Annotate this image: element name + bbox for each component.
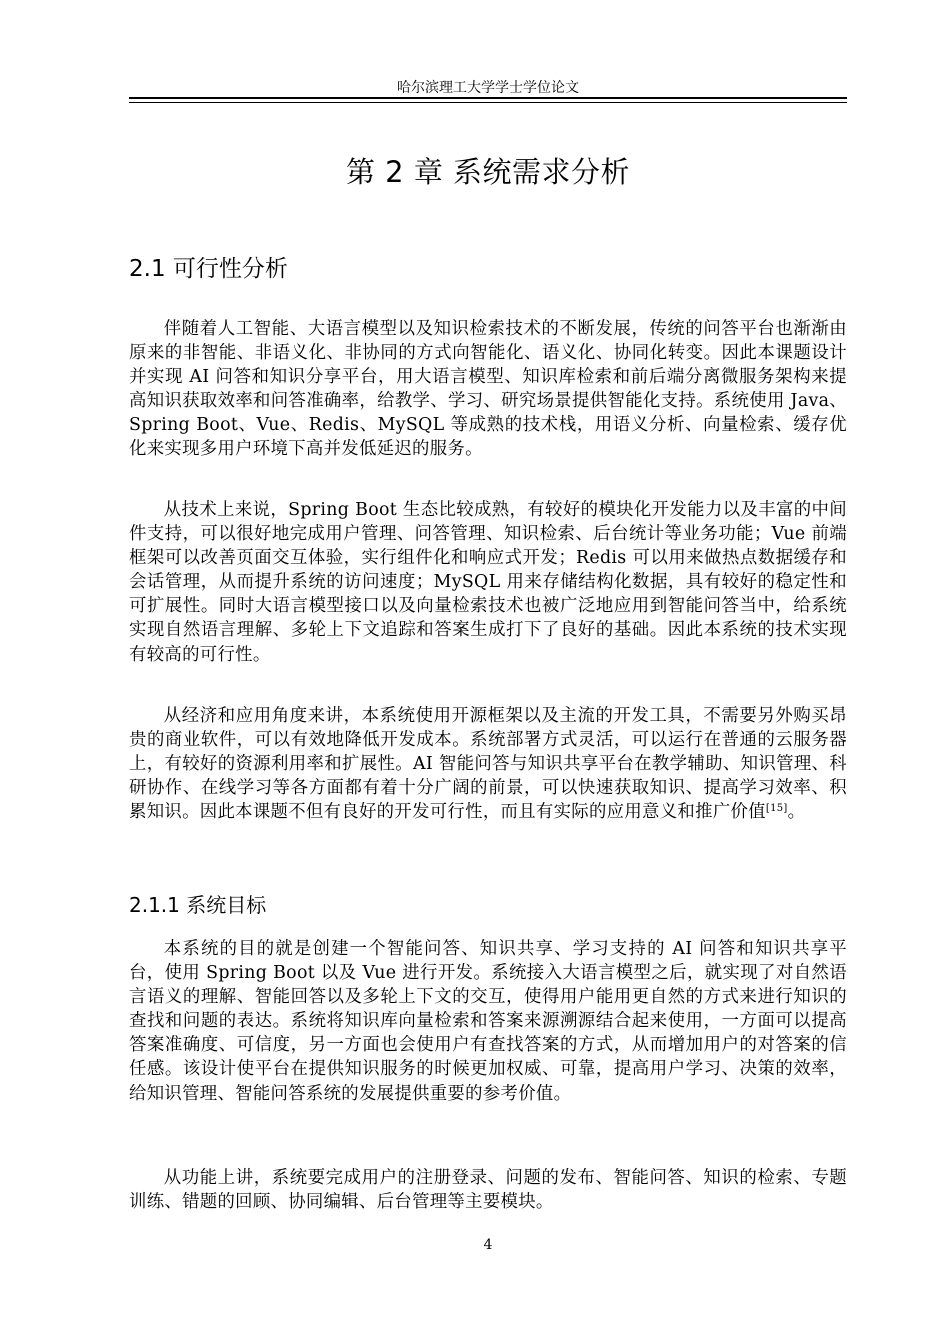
paragraph-intro: 伴随着人工智能、大语言模型以及知识检索技术的不断发展，传统的问答平台也渐渐由原来的非智能、非语义化、非协同的方式向智能化、语义化、协同化转变。因此本课题设计并实现 AI 问答和知识分享平台，用大语言模型、知识库检索和前后端分离微服务架构来提高知识获取效率和问答准确率，给教学、学习、研究场景提供智能化支持。系统使用 Java、Spring Boot、Vue、Redis、MySQL 等成熟的技术栈，用语义分析、向量检索、缓存优化来实现多用户环境下高并发低延迟的服务。 [129,319,847,460]
page-number: 4 [483,1237,493,1253]
citation-reference: [15] [765,803,788,815]
header-rule-thick [129,97,847,99]
section-title: 2.1 可行性分析 [129,256,288,282]
subsection-title: 2.1.1 系统目标 [129,893,267,917]
running-header: 哈尔滨理工大学学士学位论文 [397,80,579,96]
paragraph-functions: 从功能上讲，系统要完成用户的注册登录、问题的发布、智能问答、知识的检索、专题训练、错题的回顾、协同编辑、后台管理等主要模块。 [129,1168,847,1213]
paragraph-end: 。 [787,802,806,823]
chapter-title: 第 2 章 系统需求分析 [345,155,631,189]
paragraph-system-goal: 本系统的目的就是创建一个智能问答、知识共享、学习支持的 AI 问答和知识共享平台，使用 Spring Boot 以及 Vue 进行开发。系统接入大语言模型之后，就实现了对自然语言语义的理解、智能回答以及多轮上下文的交互，使得用户能用更自然的方式来进行知识的查找和问题的表达。系统将知识库向量检索和答案来源溯源结合起来使用，一方面可以提高答案准确度、可信度，另一方面也会使用户有查找答案的方式，从而增加用户的对答案的信任感。该设计使平台在提供知识服务的时候更加权威、可靠，提高用户学习、决策的效率，给知识管理、智能问答系统的发展提供重要的参考价值。 [129,939,847,1104]
paragraph-economic-feasibility [129,704,847,824]
paragraph-technical-feasibility: 从技术上来说，Spring Boot 生态比较成熟，有较好的模块化开发能力以及丰富的中间件支持，可以很好地完成用户管理、问答管理、知识检索、后台统计等业务功能；Vue 前端框架可以改善页面交互体验，实行组件化和响应式开发；Redis 可以用来做热点数据缓存和会话管理，从而提升系统的访问速度；MySQL 用来存储结构化数据，具有较好的稳定性和可扩展性。同时大语言模型接口以及向量检索技术也被广泛地应用到智能问答当中，给系统实现自然语言理解、多轮上下文追踪和答案生成打下了良好的基础。因此本系统的技术实现有较高的可行性。 [129,500,847,665]
paragraph-text: 从经济和应用角度来讲，本系统使用开源框架以及主流的开发工具，不需要另外购买昂贵的商业软件，可以有效地降低开发成本。系统部署方式灵活，可以运行在普通的云服务器上，有较好的资源利用率和扩展性。AI 智能问答与知识共享平台在教学辅助、知识管理、科研协作、在线学习等各方面都有着十分广阔的前景，可以快速获取知识、提高学习效率、积累知识。因此本课题不但有良好的开发可行性，而且有实际的应用意义和推广价值 [129,706,847,823]
header-rule-thin [129,102,847,103]
